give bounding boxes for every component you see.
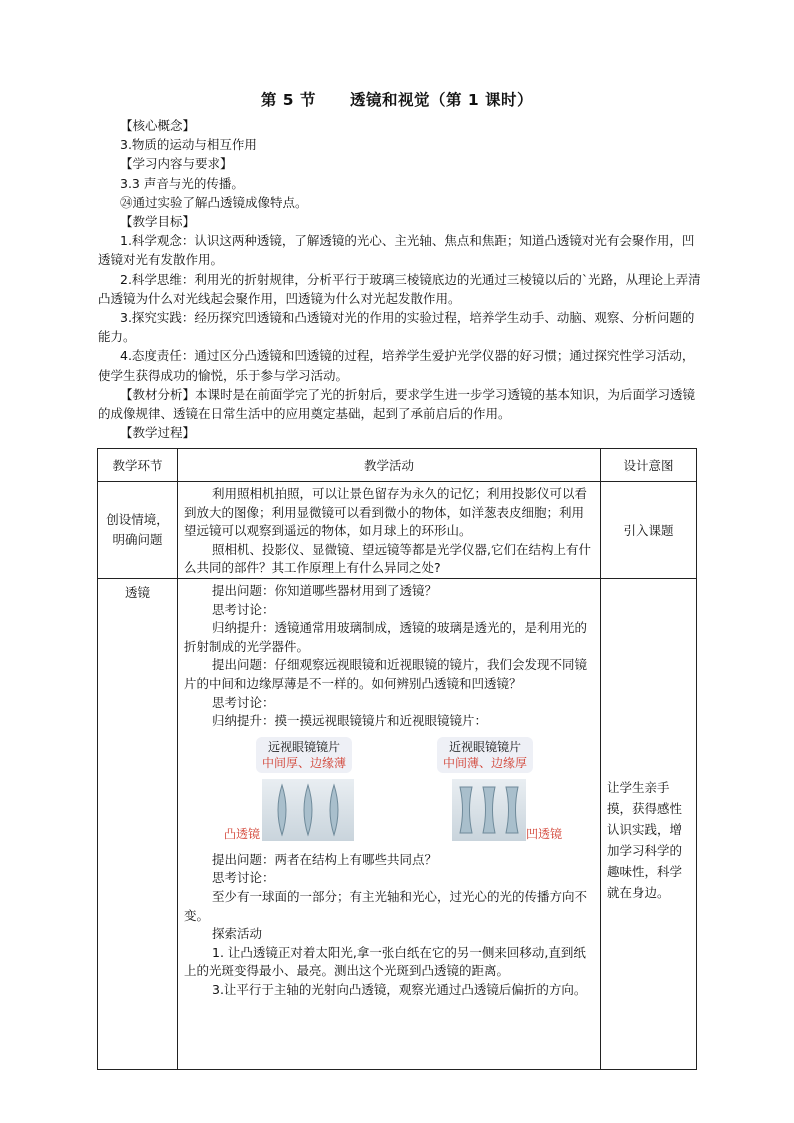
core-concept-heading: 【核心概念】 [120, 118, 196, 133]
activity-line: 思考讨论： [212, 870, 275, 886]
activity-line: 归纳提升：摸一摸远视眼镜镜片和近视眼镜镜片： [212, 713, 488, 729]
goal-4: 4.态度责任：通过区分凸透镜和凹透镜的过程，培养学生爱护光学仪器的好习惯；通过探究性学习活动，使学生获得成功的愉悦，乐于参与学习活动。 [98, 348, 695, 383]
content-item-1: 3.3 声音与光的传播。 [120, 175, 244, 191]
activity-line: 思考讨论： [212, 694, 275, 710]
activity-line: 归纳提升：透镜通常用玻璃制成，透镜的玻璃是透光的，是利用光的折射制成的光学器件。 [184, 620, 588, 654]
intent-cell: 让学生亲手摸，获得感性认识实践，增加学习科学的趣味性，科学就在身边。 [601, 578, 697, 1069]
header-intent: 设计意图 [601, 449, 697, 482]
activity-line: 探索活动 [212, 926, 263, 942]
lens-figure [184, 735, 594, 845]
convex-label-panel [256, 737, 352, 773]
activity-line: 思考讨论： [212, 601, 275, 617]
concave-title: 近视眼镜镜片 [449, 739, 522, 754]
convex-subtitle: 中间厚、边缘薄 [262, 755, 347, 770]
convex-lens-photo [262, 779, 354, 841]
goal-1: 1.科学观念：认识这两种透镜，了解透镜的光心、主光轴、焦点和焦距；知道凸透镜对光有会聚作用，凹透镜对光有发散作用。 [98, 233, 695, 268]
teaching-process-table [97, 448, 697, 1070]
table-row [98, 578, 697, 1069]
activity-line: 至少有一球面的一部分；有主光轴和光心，过光心的光的传播方向不变。 [184, 888, 588, 923]
activity-cell [178, 482, 601, 579]
concave-label-panel [437, 737, 533, 773]
header-activity: 教学活动 [178, 449, 601, 482]
page-title [0, 88, 794, 110]
activity-line: 提出问题：两者在结构上有哪些共同点？ [212, 851, 438, 867]
goals-heading: 【教学目标】 [120, 214, 196, 230]
lesson-topic: 透镜和视觉（第 1 课时） [349, 91, 534, 109]
intent-cell: 引入课题 [601, 482, 697, 579]
intro-section [98, 116, 702, 442]
process-heading: 【教学过程】 [120, 425, 196, 441]
table-row [98, 482, 697, 579]
stage-cell: 创设情境，明确问题 [98, 482, 178, 579]
table-header-row [98, 449, 697, 482]
header-stage: 教学环节 [98, 449, 178, 482]
convex-lens-tag: 凸透镜 [224, 826, 261, 841]
activity-paragraph: 照相机、投影仪、显微镜、望远镜等都是光学仪器,它们在结构上有什么共同的部件？其工作原理上有什么异同之处? [184, 541, 591, 576]
material-analysis: 【教材分析】本课时是在前面学完了光的折射后，要求学生进一步学习透镜的基本知识，为后面学习透镜的成像规律、透镜在日常生活中的应用奠定基础，起到了承前启后的作用。 [98, 386, 696, 422]
concave-lens-tag: 凹透镜 [526, 826, 563, 841]
core-concept-text: 3.物质的运动与相互作用 [120, 137, 257, 153]
stage-cell: 透镜 [98, 578, 178, 1069]
content-heading: 【学习内容与要求】 [120, 156, 233, 172]
activity-cell [178, 578, 601, 1069]
activity-line: 提出问题：仔细观察远视眼镜和近视眼镜的镜片，我们会发现不同镜片的中间和边缘厚薄是不一样的。如何辨别凸透镜和凹透镜？ [184, 657, 588, 691]
activity-line: 1. 让凸透镜正对着太阳光,拿一张白纸在它的另一侧来回移动,直到纸上的光斑变得最小、最亮。测出这个光斑到凸透镜的距离。 [184, 944, 586, 979]
concave-subtitle: 中间薄、边缘厚 [443, 755, 528, 770]
content-item-2: ㉔通过实验了解凸透镜成像特点。 [120, 194, 308, 210]
activity-line: 提出问题：你知道哪些器材用到了透镜？ [212, 582, 438, 598]
section-number: 第 5 节 [260, 91, 316, 109]
activity-line: 3.让平行于主轴的光射向凸透镜，观察光通过凸透镜后偏折的方向。 [212, 981, 587, 997]
activity-paragraph: 利用照相机拍照，可以让景色留存为永久的记忆；利用投影仪可以看到放大的图像；利用显微镜可以看到微小的物体，如洋葱表皮细胞；利用望远镜可以观察到遥远的物体，如月球上的环形山。 [184, 486, 588, 539]
concave-lens-photo [452, 779, 526, 841]
convex-title: 远视眼镜镜片 [268, 739, 341, 754]
goal-2: 2.科学思维：利用光的折射规律，分析平行于玻璃三棱镜底边的光通过三棱镜以后的`光路，从理论上弄清凸透镜为什么对光线起会聚作用，凹透镜为什么对光起发散作用。 [98, 271, 701, 306]
goal-3: 3.探究实践：经历探究凹透镜和凸透镜对光的作用的实验过程，培养学生动手、动脑、观察、分析问题的能力。 [98, 310, 695, 345]
